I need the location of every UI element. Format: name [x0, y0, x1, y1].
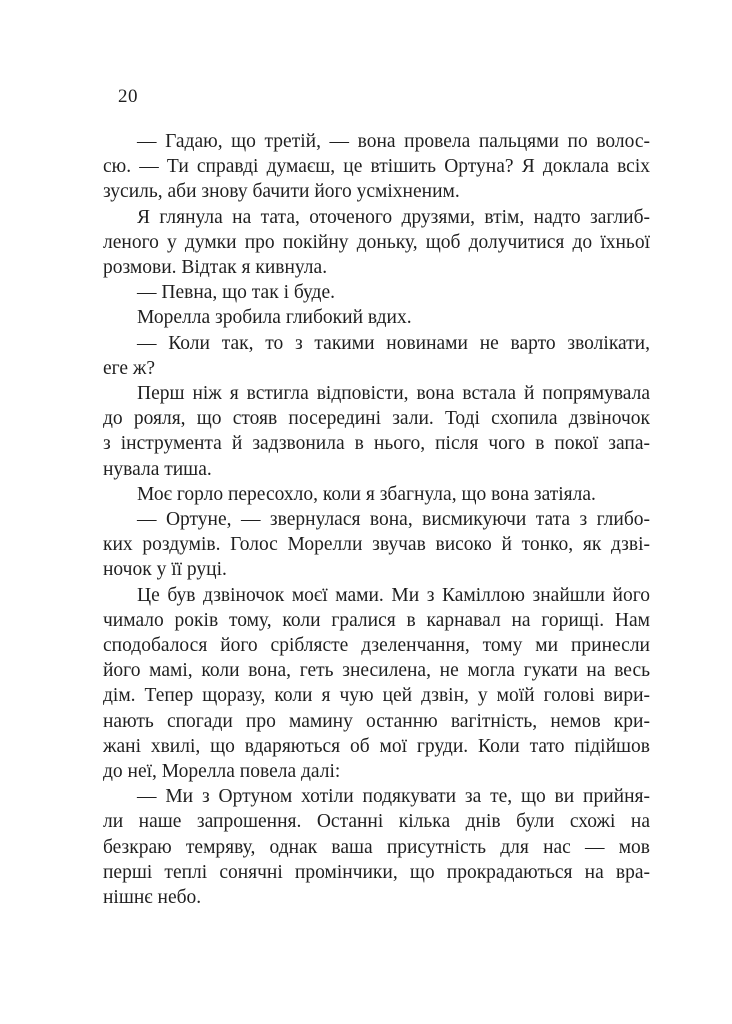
text-line: нішнє небо. — [103, 887, 202, 909]
text-line: — Певна, що так і буде. — [137, 282, 336, 304]
text-line: нають спогади про мамину останню вагітність, немов кри- — [103, 710, 650, 732]
text-line: чимало років тому, коли гралися в карнавал на горищі. Нам — [103, 609, 650, 631]
text-line: перші теплі сонячні промінчики, що прокрадаються на вра- — [103, 861, 650, 883]
paragraph — [103, 583, 650, 785]
paragraph — [103, 205, 650, 281]
text-line: — Гадаю, що третій, — вона провела пальцями по волос- — [137, 131, 650, 152]
text-line: з інструмента й задзвонила в нього, після чого в покої запа- — [103, 433, 650, 455]
text-line: ночок у її руці. — [103, 559, 227, 581]
text-line: Перш ніж я встигла відповісти, вона встала й попрямувала — [137, 383, 650, 405]
text-line: — Ортуне, — звернулася вона, висмикуючи тата з глибо- — [137, 509, 650, 531]
text-line: Це був дзвіночок моєї мами. Ми з Каміллою знайшли його — [137, 584, 650, 606]
paragraph — [103, 331, 650, 381]
paragraph — [103, 482, 650, 507]
text-line: ких роздумів. Голос Морелли звучав високо й тонко, як дзві- — [103, 534, 650, 556]
text-line: його мамі, коли вона, геть знесилена, не могла гукати на весь — [103, 660, 650, 682]
text-line: леного у думки про покійну доньку, щоб долучитися до їхньої — [103, 231, 650, 253]
text-line: Морелла зробила глибокий вдих. — [137, 307, 412, 329]
page-number: 20 — [118, 86, 138, 107]
text-line: розмови. Відтак я кивнула. — [103, 257, 328, 279]
page-text — [103, 129, 650, 910]
paragraph — [103, 507, 650, 583]
text-line: Моє горло пересохло, коли я збагнула, що вона затіяла. — [137, 483, 596, 505]
paragraph — [103, 305, 650, 330]
paragraph — [103, 129, 650, 205]
text-line: до рояля, що стояв посередині зали. Тоді схопила дзвіночок — [103, 408, 650, 430]
text-line: Я глянула на тата, оточеного друзями, втім, надто заглиб- — [137, 206, 650, 228]
text-line: — Коли так, то з такими новинами не варто зволікати, — [137, 332, 650, 354]
text-line: зусиль, аби знову бачити його усміхненим. — [103, 181, 460, 203]
paragraph — [103, 784, 650, 910]
paragraph — [103, 280, 650, 305]
text-line: до неї, Морелла повела далі: — [103, 761, 341, 783]
text-line: дім. Тепер щоразу, коли я чую цей дзвін, у моїй голові вири- — [103, 685, 650, 707]
text-line: нувала тиша. — [103, 458, 212, 480]
text-line: сю. — Ти справді думаєш, це втішить Ортуна? Я доклала всіх — [103, 156, 650, 178]
text-line: безкраю темряву, однак ваша присутність для нас — мов — [103, 836, 650, 858]
text-line: еге ж? — [103, 357, 156, 379]
text-line: жані хвилі, що вдаряються об мої груди. Коли тато підійшов — [103, 735, 650, 757]
text-line: ли наше запрошення. Останні кілька днів були схожі на — [103, 811, 650, 833]
paragraph — [103, 381, 650, 482]
text-line: — Ми з Ортуном хотіли подякувати за те, що ви прийня- — [137, 786, 650, 808]
text-line: сподобалося його сріблясте дзеленчання, тому ми принесли — [103, 635, 650, 657]
